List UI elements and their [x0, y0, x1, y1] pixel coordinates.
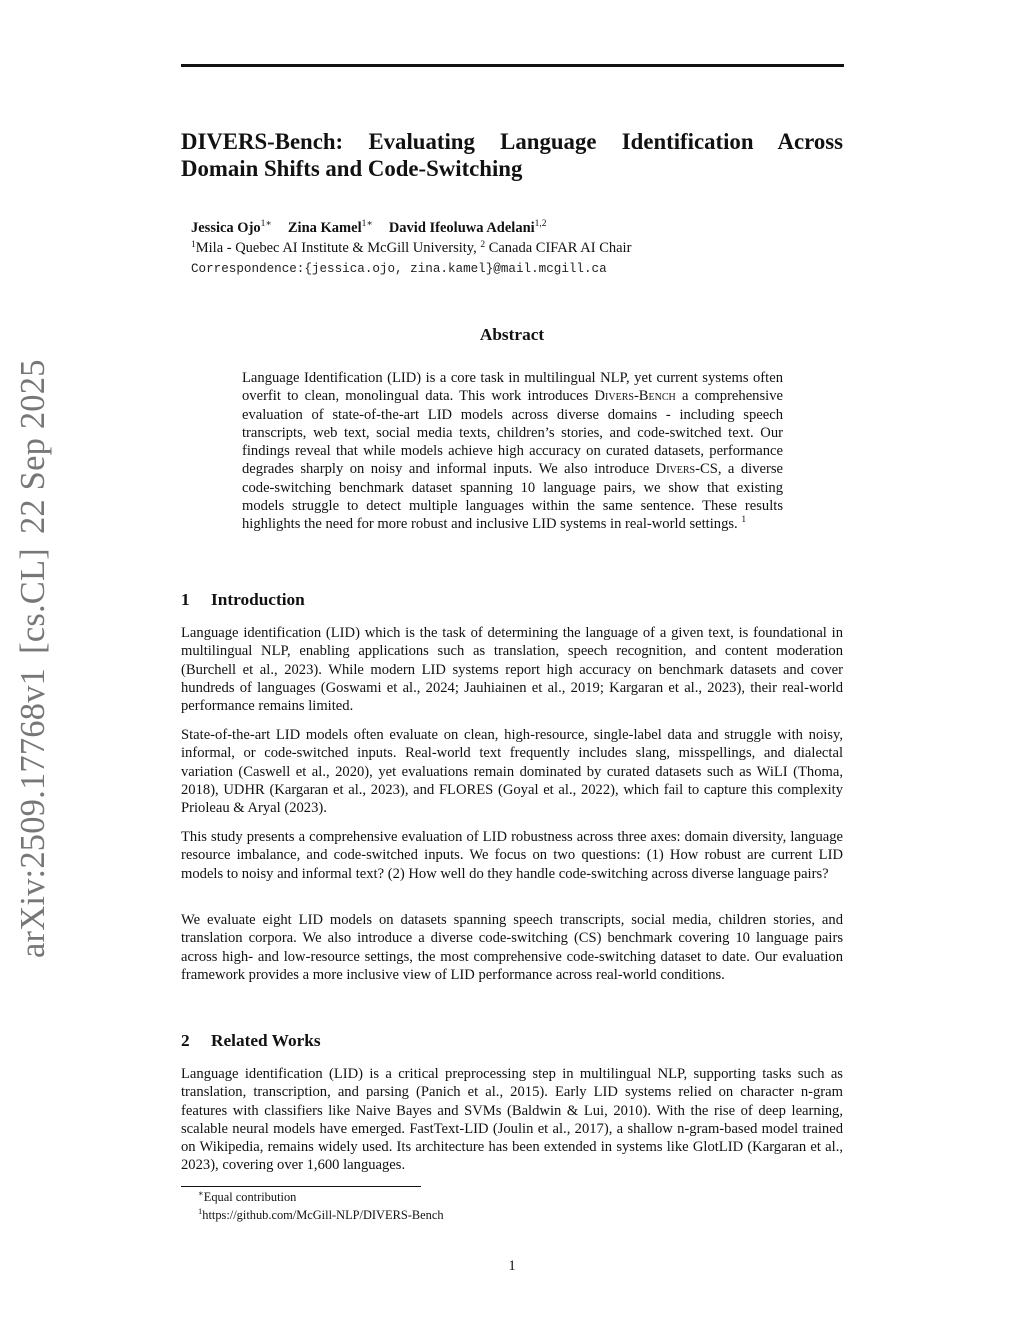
- abstract-heading: Abstract: [479, 325, 545, 344]
- author-block: [191, 218, 853, 280]
- paper-title: DIVERS-Bench: Evaluating Language Identification Across Domain Shifts and Code-Switching: [181, 129, 843, 181]
- arxiv-identifier-stamp[interactable]: [14, 359, 53, 958]
- abstract-text: Language Identification (LID) is a core task in multilingual NLP, yet current systems often overfit to clean, monolingual data. This work introduces Divers-Bench a comprehensive evaluation of state-of-the-art LID models across diverse domains - including speech transcripts, web text, social media texts, children’s stories, and code-switched text. Our findings reveal that while models achieve high accuracy on curated datasets, performance degrades sharply on noisy and informal inputs. We also introduce Divers-CS, a diverse code-switching benchmark dataset spanning 10 language pairs, we show that existing models struggle to detect multiple languages within the same sentence. These results highlights the need for more robust and inclusive LID systems in real-world settings. $^1$: [242, 370, 783, 533]
- footnote-github-link[interactable]: $^1$https://github.com/McGill-NLP/DIVERS-Bench: [198, 1206, 444, 1222]
- arxiv-id[interactable]: arXiv:2509.17768v1: [14, 667, 52, 958]
- benchmark-name: Divers-Bench: [594, 388, 676, 405]
- author-affiliation-mark: 1∗: [361, 219, 373, 229]
- author-affiliation-mark: 1,2: [534, 219, 547, 229]
- page-number: 1: [508, 1258, 516, 1274]
- body-paragraph: State-of-the-art LID models often evaluate on clean, high-resource, single-label data and struggle with noisy, informal, or code-switched inputs. Real-world text frequently includes slang, misspellings, and dialectal variation (Caswell et al., 2020), yet evaluations remain dominated by curated datasets such as WiLI (Thoma, 2018), UDHR (Kargaran et al., 2023), and FLORES (Goyal et al., 2022), which fail to capture this complexity Prioleau & Aryal (2023).: [181, 727, 843, 817]
- footnote-rule: [181, 1186, 421, 1187]
- correspondence-email[interactable]: Correspondence:{jessica.ojo, zina.kamel}@mail.mcgill.ca: [191, 262, 607, 276]
- author-affiliation-mark: 1∗: [260, 219, 272, 229]
- author-list: [191, 218, 853, 238]
- dataset-name: Divers: [655, 461, 696, 478]
- section-heading-related-works: 2 Related Works: [181, 1031, 321, 1050]
- author-name: Zina Kamel: [287, 220, 362, 236]
- author-name: Jessica Ojo: [191, 220, 261, 236]
- body-paragraph: We evaluate eight LID models on datasets spanning speech transcripts, social media, children stories, and translation corpora. We also introduce a diverse code-switching (CS) benchmark covering 10 language pairs across high- and low-resource settings, the most comprehensive code-switching dataset to date. Our evaluation framework provides a more inclusive view of LID performance across real-world conditions.: [181, 912, 843, 983]
- body-paragraph: Language identification (LID) is a critical preprocessing step in multilingual NLP, supporting tasks such as translation, transcription, and parsing (Panich et al., 2015). Early LID systems relied on character n-gram features with classifiers like Naive Bayes and SVMs (Baldwin & Lui, 2010). With the rise of deep learning, scalable neural models have emerged. FastText-LID (Joulin et al., 2017), a shallow n-gram-based model trained on Wikipedia, remains widely used. Its architecture has been extended in systems like GlotLID (Kargaran et al., 2023), covering over 1,600 languages.: [181, 1066, 843, 1174]
- affiliations: $^1$Mila - Quebec AI Institute & McGill University, $^2$ Canada CIFAR AI Chair: [191, 240, 632, 256]
- footnote-reference[interactable]: 1: [741, 515, 747, 526]
- arxiv-date: 22 Sep 2025: [14, 359, 52, 535]
- body-paragraph: Language identification (LID) which is the task of determining the language of a given text, is foundational in multilingual NLP, enabling applications such as translation, speech recognition, and content moderation (Burchell et al., 2023). While modern LID systems report high accuracy on benchmark datasets and cover hundreds of languages (Goswami et al., 2024; Jauhiainen et al., 2019; Kargaran et al., 2023), their real-world performance remains limited.: [181, 625, 843, 715]
- title-top-rule: [181, 64, 844, 67]
- section-heading-introduction: 1 Introduction: [181, 590, 305, 609]
- body-paragraph: This study presents a comprehensive evaluation of LID robustness across three axes: domain diversity, language resource imbalance, and code-switched inputs. We focus on two questions: (1) How robust are current LID models to noisy and informal text? (2) How well do they handle code-switching across diverse language pairs?: [181, 829, 843, 882]
- arxiv-category: [cs.CL]: [14, 548, 52, 654]
- author-name: David Ifeoluwa Adelani: [388, 220, 535, 236]
- footnote-equal-contribution: ∗Equal contribution: [198, 1188, 297, 1204]
